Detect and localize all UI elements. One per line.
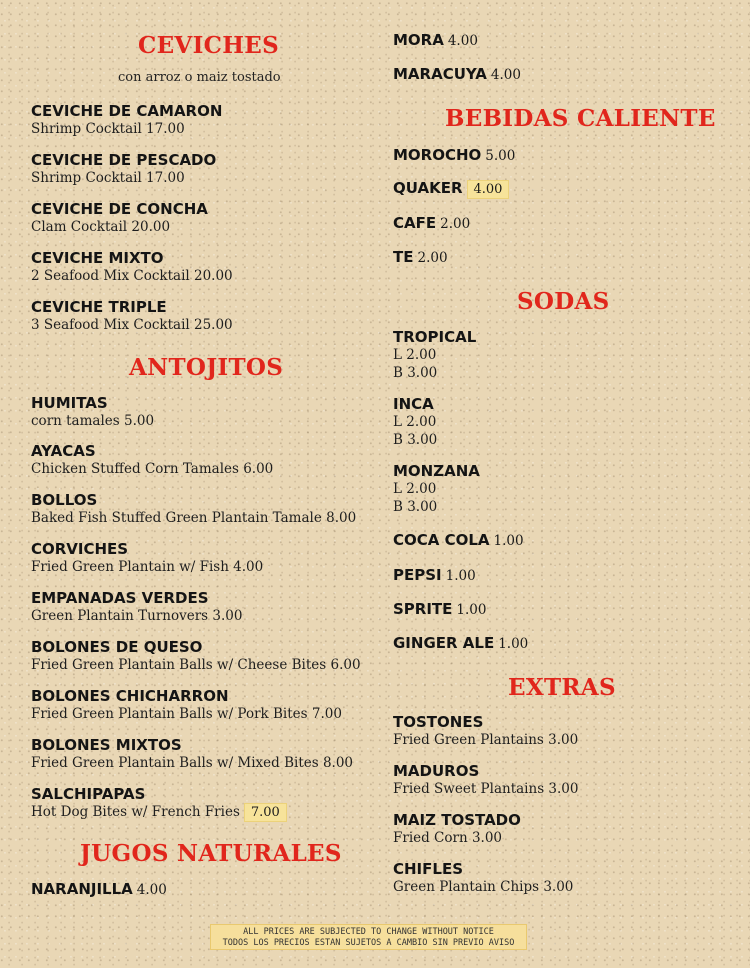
item-price: 1.00 [456,602,487,618]
menu-item [393,633,528,652]
item-name: SALCHIPAPAS [31,785,146,803]
disclaimer-english: ALL PRICES ARE SUBJECTED TO CHANGE WITHOUT NOTICE [243,927,494,937]
item-price: 2.00 [417,250,448,266]
menu-item [393,30,478,49]
item-description [31,803,287,822]
item-name: CAFE [393,214,437,232]
disclaimer-spanish: TODOS LOS PRECIOS ESTAN SUJETOS A CAMBIO SIN PREVIO AVISO [222,938,515,948]
item-name: HUMITAS [31,394,108,412]
item-name: EMPANADAS VERDES [31,589,209,607]
menu-item [31,394,154,430]
size-b-price: B 3.00 [393,432,438,448]
item-name: MONZANA [393,462,480,480]
jugos-heading: JUGOS NATURALES [80,840,342,867]
item-name: MORA [393,31,444,49]
item-description: Fried Green Plantain Balls w/ Pork Bites 7.00 [31,706,342,722]
menu-item [31,736,353,772]
size-l-price: L 2.00 [393,347,437,363]
item-name: MOROCHO [393,146,482,164]
item-description: corn tamales 5.00 [31,413,155,429]
item-name: MADUROS [393,762,480,780]
item-name: QUAKER [393,179,463,197]
item-description: Fried Green Plantain Balls w/ Cheese Bites 6.00 [31,657,361,673]
item-name: CEVICHE DE CONCHA [31,200,208,218]
menu-item [31,589,242,625]
menu-item [393,64,521,83]
menu-item [393,713,578,749]
item-description: Green Plantain Turnovers 3.00 [31,608,243,624]
item-name: TE [393,248,414,266]
item-price: 1.00 [498,636,529,652]
item-description: 3 Seafood Mix Cocktail 25.00 [31,317,233,333]
menu-item [393,395,437,449]
menu-item [393,462,480,516]
menu-item [31,491,356,527]
item-name: TOSTONES [393,713,484,731]
menu-item [31,151,216,187]
item-name: GINGER ALE [393,634,495,652]
item-name: BOLONES MIXTOS [31,736,182,754]
item-price: 1.00 [493,533,524,549]
menu-item [31,200,208,236]
item-name: CHIFLES [393,860,463,878]
menu-item [393,178,509,197]
item-name: AYACAS [31,442,96,460]
menu-item [393,530,524,549]
extras-heading: EXTRAS [508,674,616,701]
item-description-text: Hot Dog Bites w/ French Fries [31,804,240,820]
item-description: Fried Green Plantain w/ Fish 4.00 [31,559,264,575]
item-name: CEVICHE DE PESCADO [31,151,217,169]
item-name: PEPSI [393,566,442,584]
item-description: Green Plantain Chips 3.00 [393,879,574,895]
item-name: TROPICAL [393,328,477,346]
item-name: CEVICHE TRIPLE [31,298,167,316]
item-description: Fried Sweet Plantains 3.00 [393,781,579,797]
menu-item [31,785,287,822]
sodas-heading: SODAS [517,288,610,315]
item-name: MARACUYA [393,65,487,83]
ceviches-subtitle: con arroz o maiz tostado [118,70,281,85]
size-l-price: L 2.00 [393,481,437,497]
item-description: Chicken Stuffed Corn Tamales 6.00 [31,461,274,477]
item-description: Fried Green Plantain Balls w/ Mixed Bites 8.00 [31,755,354,771]
item-name: BOLONES CHICHARRON [31,687,229,705]
item-price: 4.00 [447,33,478,49]
menu-item [393,565,476,584]
menu-item [393,213,470,232]
item-name: SPRITE [393,600,453,618]
menu-item [31,687,342,723]
item-name: BOLLOS [31,491,98,509]
item-price: 2.00 [440,216,471,232]
item-price: 5.00 [485,148,516,164]
menu-item [393,145,515,164]
menu-item [31,442,273,478]
menu-item [393,247,448,266]
item-description: Fried Green Plantains 3.00 [393,732,579,748]
item-description: 2 Seafood Mix Cocktail 20.00 [31,268,233,284]
menu-item [393,860,573,896]
item-name: CEVICHE MIXTO [31,249,164,267]
size-l-price: L 2.00 [393,414,437,430]
item-name: INCA [393,395,434,413]
menu-item [393,811,521,847]
menu-item [31,249,233,285]
item-price: 4.00 [136,882,167,898]
menu-item [31,879,167,898]
menu-item [393,328,476,382]
item-description: Fried Corn 3.00 [393,830,503,846]
size-b-price: B 3.00 [393,365,438,381]
highlighted-price: 7.00 [244,803,287,822]
item-description: Clam Cocktail 20.00 [31,219,171,235]
item-name: MAIZ TOSTADO [393,811,521,829]
menu-item [31,638,361,674]
item-description: Shrimp Cocktail 17.00 [31,121,185,137]
menu-item [393,599,486,618]
price-disclaimer [210,924,527,950]
menu-item [393,762,578,798]
item-description: Shrimp Cocktail 17.00 [31,170,185,186]
size-b-price: B 3.00 [393,499,438,515]
item-description: Baked Fish Stuffed Green Plantain Tamale 8.00 [31,510,357,526]
item-name: BOLONES DE QUESO [31,638,203,656]
item-price: 4.00 [490,67,521,83]
item-name: COCA COLA [393,531,490,549]
item-name: CEVICHE DE CAMARON [31,102,223,120]
bebidas-heading: BEBIDAS CALIENTE [445,105,716,132]
menu-item [31,540,263,576]
menu-item [31,298,233,334]
menu-item [31,102,222,138]
highlighted-price: 4.00 [467,180,510,199]
item-name: NARANJILLA [31,880,133,898]
ceviches-heading: CEVICHES [138,32,280,59]
item-name: CORVICHES [31,540,129,558]
item-price: 1.00 [445,568,476,584]
antojitos-heading: ANTOJITOS [129,354,284,381]
